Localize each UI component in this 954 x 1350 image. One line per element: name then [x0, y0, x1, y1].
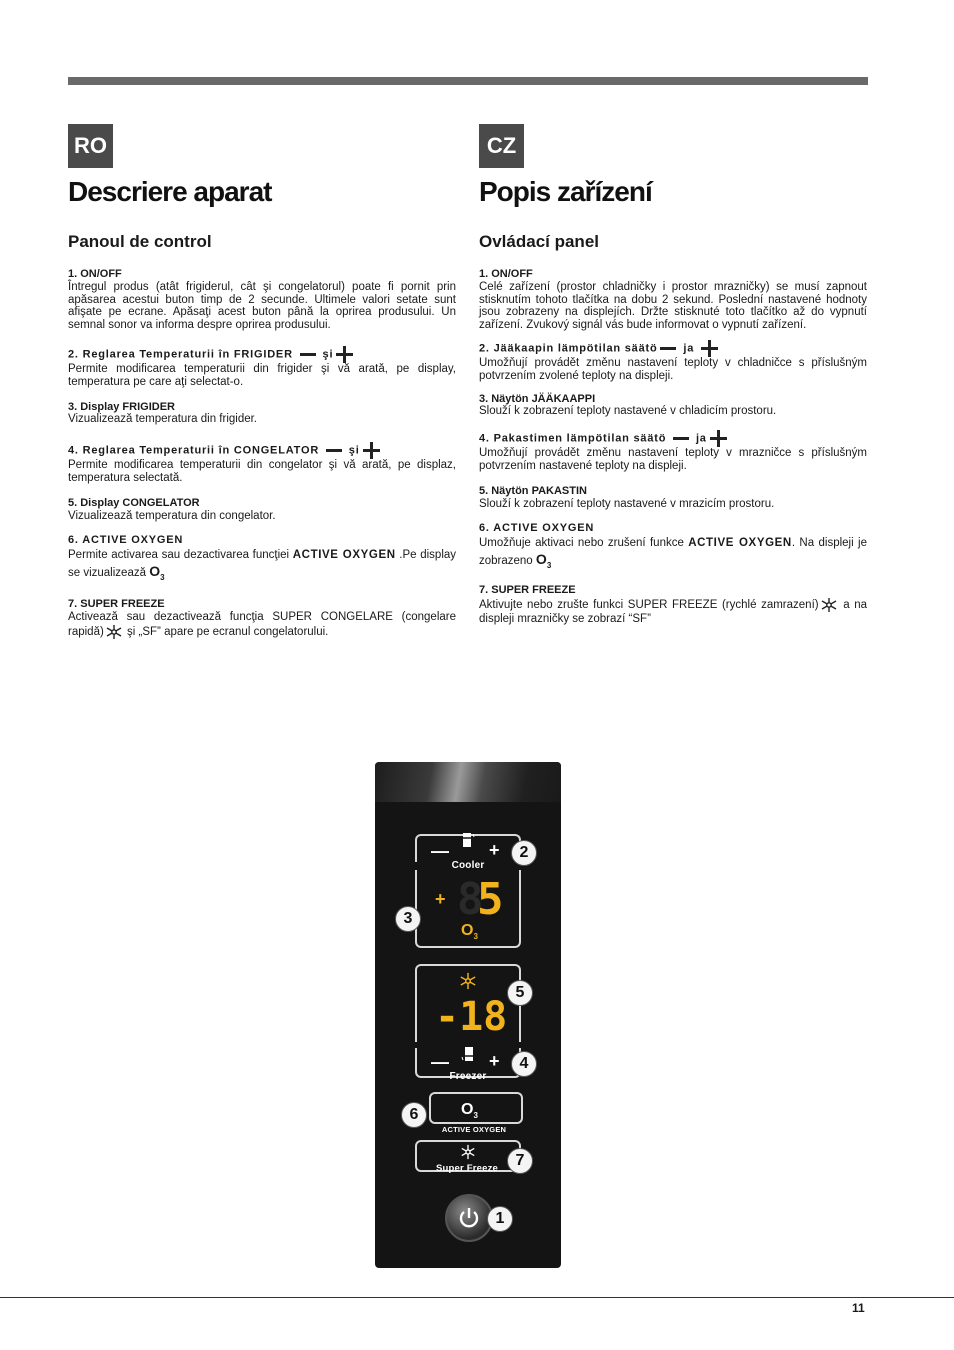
bottom-rule [0, 1297, 954, 1298]
plus-icon [336, 346, 353, 363]
item-body: Umožňují provádět změnu nastavení teploty v chladničce s příslušným potvrzením zvolené teploty na displeji. [479, 356, 867, 382]
page-number: 11 [852, 1301, 865, 1315]
page-title-ro: Descriere aparat [68, 176, 272, 207]
fridge-icon [461, 832, 475, 848]
callout-7: 7 [507, 1148, 533, 1174]
item-freezer-display [68, 497, 456, 523]
item-super-freeze [479, 584, 867, 626]
cooler-ghost-digit: 8 [457, 874, 484, 925]
cooler-minus-button[interactable]: — [431, 841, 449, 861]
freezer-minus-button[interactable]: — [431, 1052, 449, 1072]
freezer-temperature: -18 [435, 994, 508, 1040]
freezer-label: Freezer [449, 1071, 487, 1082]
freezer-icon [461, 1046, 475, 1062]
minus-icon [660, 347, 676, 350]
column-ro [68, 268, 456, 647]
callout-6: 6 [401, 1102, 427, 1128]
item-active-oxygen [68, 534, 456, 586]
item-body: Vizualizează temperatura din frigider. [68, 413, 258, 426]
panel-sheen [375, 762, 561, 802]
super-freeze-label: Super Freeze [435, 1163, 499, 1174]
callout-2: 2 [511, 840, 537, 866]
snowflake-icon [819, 597, 839, 613]
section-title-cz: Ovládací panel [479, 232, 599, 251]
plus-icon [701, 340, 718, 357]
item-super-freeze [68, 598, 456, 640]
plus-icon [710, 430, 727, 447]
plus-icon [363, 442, 380, 459]
power-button[interactable] [445, 1194, 493, 1242]
item-body: Slouží k zobrazení teploty nastavené v mrazicím prostoru. [479, 497, 775, 510]
column-cz [479, 268, 867, 633]
item-fridge-display [68, 401, 456, 427]
minus-icon [300, 353, 316, 356]
item-fridge-temp [68, 346, 456, 389]
item-active-oxygen [479, 522, 867, 574]
cooler-temperature: 5 [477, 874, 504, 925]
item-title: 7. SUPER FREEZE [479, 583, 576, 596]
item-title: 6. ACTIVE OXYGEN [68, 534, 184, 547]
item-body: Slouží k zobrazení teploty nastavené v chladicím prostoru. [479, 405, 777, 418]
item-title: 1. ON/OFF [479, 268, 533, 280]
item-freezer-display [479, 485, 867, 511]
cooler-plus-sign: + [435, 889, 446, 909]
item-title: 3. Display FRIGIDER [68, 400, 175, 413]
minus-icon [326, 449, 342, 452]
item-title: 2. Jääkaapin lämpötilan säätö ja [479, 340, 867, 357]
item-fridge-display [479, 393, 867, 419]
item-title: 3. Näytön JÄÄKAAPPI [479, 392, 596, 405]
control-panel [375, 762, 561, 1268]
cooler-plus-button[interactable]: + [489, 840, 500, 860]
o3-icon: $O_3$ [149, 563, 165, 582]
item-body: Aktivujte nebo zrušte funkci SUPER FREEZE (rychlé zamrazení) a na displeji mrazničky se zobrazí “SF” [479, 597, 867, 626]
item-title: 7. SUPER FREEZE [68, 597, 165, 610]
item-body: Activează sau dezactivează funcţia SUPER CONGELARE (congelare rapidă) şi „SF” apare pe ecranul congelatorului. [68, 610, 456, 638]
section-title-ro: Panoul de control [68, 232, 212, 251]
item-title: 1. ON/OFF [68, 268, 122, 280]
super-freeze-indicator-icon [459, 972, 477, 990]
top-rule [68, 77, 868, 85]
item-title: 5. Display CONGELATOR [68, 496, 200, 509]
o3-icon: $O_3$ [535, 551, 552, 570]
minus-icon [673, 437, 689, 440]
item-freezer-temp [68, 442, 456, 485]
o3-icon: $O_3$ [461, 1101, 478, 1121]
lang-badge-cz: CZ [479, 124, 524, 168]
item-body: Permite modificarea temperaturii din congelator şi vă arată, pe displaz, temperatura selectată. [68, 459, 456, 484]
item-body: Vizualizează temperatura din congelator. [68, 509, 276, 522]
o3-indicator: $O_3$ [461, 922, 478, 942]
item-fridge-temp [479, 340, 867, 383]
power-icon [457, 1206, 481, 1230]
callout-1: 1 [487, 1206, 513, 1232]
item-title: 6. ACTIVE OXYGEN [479, 522, 595, 535]
item-body: Celé zařízení (prostor chladničky i prostor mrazničky) se musí zapnout stisknutím tohoto tlačítka na dobu 2 sekund. Poslední nastavené hodnoty jsou zobrazeny na displejích. Držte stisknuté toto tlačítko až do vypnutí zařízení. Zvukový signál vás bude informovat o vypnutí zařízení. [479, 280, 867, 332]
callout-3: 3 [395, 906, 421, 932]
item-title: 5. Näytön PAKASTIN [479, 484, 587, 497]
item-body: Umožňuje aktivaci nebo zrušení funkce ACTIVE OXYGEN. Na displeji je zobrazeno $O_3$ [479, 537, 868, 570]
active-oxygen-label: ACTIVE OXYGEN [441, 1125, 507, 1134]
callout-4: 4 [511, 1051, 537, 1077]
snowflake-icon [104, 624, 124, 640]
cooler-label: Cooler [451, 860, 485, 871]
item-body: Întregul produs (atât frigiderul, cât şi congelatorul) poate fi pornit prin apăsarea acestui buton timp de 2 secunde. Ultimele valori setate sunt afişate pe ecrane. Apăsaţi acest buton până la oprirea produsului. Un semnal sonor va informa despre oprirea produsului. [68, 280, 456, 332]
callout-5: 5 [507, 980, 533, 1006]
freezer-plus-button[interactable]: + [489, 1051, 500, 1071]
item-title: 4. Reglarea Temperaturii în CONGELATOR şi [68, 442, 456, 459]
item-title: 4. Pakastimen lämpötilan säätö ja [479, 430, 867, 447]
item-body: Permite modificarea temperaturii din frigider şi vă arată, pe display, temperatura pe care aţi selectat-o. [68, 362, 456, 388]
item-title: 2. Reglarea Temperaturii în FRIGIDER şi [68, 346, 456, 363]
item-onoff [479, 268, 867, 332]
item-body: Permite activarea sau dezactivarea funcţiei ACTIVE OXYGEN .Pe display se vizualizează $O_3$ [68, 549, 457, 582]
item-body: Umožňují provádět změnu nastavení teploty v mrazničce s příslušným potvrzením nastavené teploty na displeji. [479, 447, 867, 472]
snowflake-icon [459, 1144, 477, 1160]
page-title-cz: Popis zařízení [479, 176, 652, 207]
lang-badge-ro: RO [68, 124, 113, 168]
item-freezer-temp [479, 430, 867, 473]
item-onoff [68, 268, 456, 332]
